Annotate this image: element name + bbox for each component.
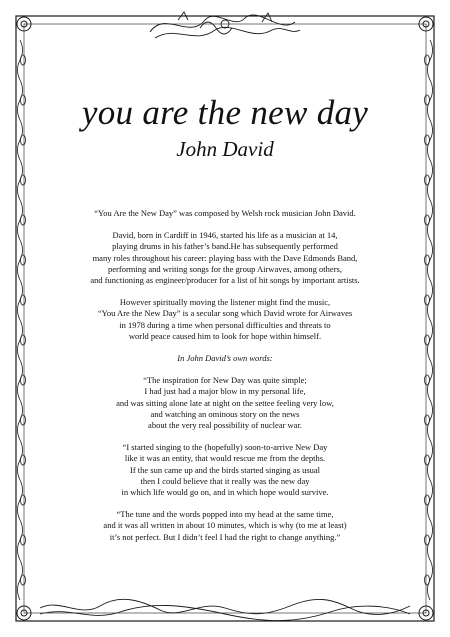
paragraph [40,297,410,342]
text-line: many roles throughout his career: playing bass with the Dave Edmonds Band, [92,252,358,263]
leaf-ornament [425,415,430,425]
leaf-ornament [21,335,26,345]
song-title: you are the new day [81,93,369,132]
leaf-ornament [425,535,430,545]
text-line: it’s not perfect. But I didn’t feel I had the right to change anything.” [109,531,341,542]
text-line: “You Are the New Day” was composed by Welsh rock musician John David. [94,208,356,218]
own-words-heading: In John David’s own words: [177,353,273,364]
quote-paragraph [40,442,410,498]
bottom-ornament [40,599,410,620]
quote-paragraphs [40,375,410,543]
paragraph [40,208,410,219]
text-line: “The inspiration for New Day was quite simple; [143,375,307,386]
leaf-ornament [21,95,26,105]
leaf-ornament [21,295,26,305]
leaf-ornament [21,415,26,425]
text-line: If the sun came up and the birds started singing as usual [129,464,321,475]
leaf-ornament [425,55,430,65]
leaf-ornament [21,135,26,145]
leaf-ornament [21,175,26,185]
leaf-ornament [425,335,430,345]
author-name: John David [176,137,274,161]
text-line: and watching an ominous story on the news [150,408,300,419]
text-line: in which life would go on, and in which hope would survive. [121,487,329,498]
leaf-ornament [21,495,26,505]
leaf-ornament [21,375,26,385]
body-text [40,208,410,543]
main-content [40,92,410,554]
text-line: David, born in Cardiff in 1946, started his life as a musician at 14, [112,230,338,241]
text-line: However spiritually moving the listener might find the music, [119,297,331,308]
leaf-ornament [21,255,26,265]
paragraph [40,230,410,286]
leaf-ornament [21,215,26,225]
text-line: and functioning as engineer/producer for a list of hit songs by important artists. [90,275,360,286]
text-line: in 1978 during a time when personal difficulties and threats to [119,319,331,330]
intro-paragraphs [40,208,410,342]
leaf-ornament [21,55,26,65]
leaf-ornament [425,135,430,145]
left-vine [18,40,23,600]
text-line: performing and writing songs for the group Airwaves, among others, [108,263,342,274]
text-line: “You Are the New Day” is a secular song which David wrote for Airwaves [97,308,353,319]
quote-paragraph [40,375,410,431]
leaf-ornament [425,375,430,385]
text-line: and it was all written in about 10 minutes, which is why (to me at least) [103,520,347,531]
text-line: about the very real possibility of nuclear war. [148,420,302,431]
text-line: “The tune and the words popped into my head at the same time, [116,509,334,520]
leaf-ornament [425,575,430,585]
leaf-ornament [425,175,430,185]
text-line: then I could believe that it really was the new day [140,475,310,486]
leaf-ornament [425,95,430,105]
quote-paragraph [40,509,410,543]
text-line: and was sitting alone late at night on the settee feeling very low, [116,397,334,408]
leaf-ornament [21,455,26,465]
leaf-ornament [425,255,430,265]
text-line: world peace caused him to look for hope within himself. [128,330,322,341]
leaf-ornament [425,215,430,225]
leaf-ornament [425,495,430,505]
right-vine [428,40,433,600]
leaf-ornament [425,455,430,465]
text-line: I had just had a major blow in my personal life, [144,386,306,397]
text-line: like it was an entity, that would rescue me from the depths. [124,453,326,464]
text-line: playing drums in his father’s band.He has subsequently performed [112,241,338,252]
text-line: “I started singing to the (hopefully) soon-to-arrive New Day [122,442,328,453]
leaf-ornament [21,535,26,545]
leaf-ornament [21,575,26,585]
leaf-ornament [425,295,430,305]
